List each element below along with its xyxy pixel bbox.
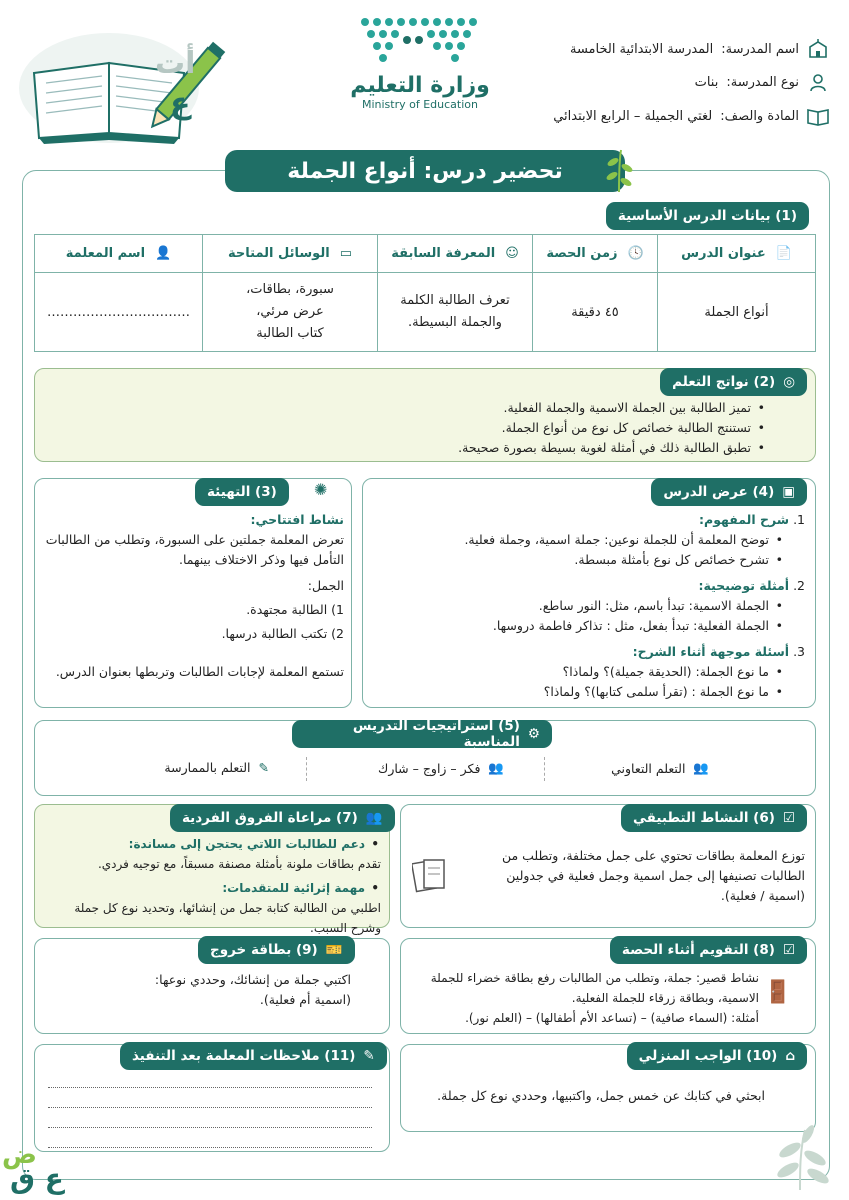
section9-title: (9) بطاقة خروج — [210, 942, 318, 958]
section9-tab — [198, 936, 355, 964]
checklist-icon: ☑ — [782, 810, 795, 826]
pair-icon: 👥 — [488, 760, 504, 775]
footer-letters: ض — [2, 1140, 37, 1170]
section1-title: (1) بيانات الدرس الأساسية — [617, 208, 797, 224]
section10-title: (10) الواجب المنزلي — [638, 1048, 778, 1064]
header-tools: الوسائل المتاحة — [228, 246, 330, 261]
ministry-name-ar: وزارة التعليم — [350, 73, 490, 98]
assessment-line: نشاط قصير: جملة، وتطلب من الطالبات رفع بطاقة خضراء للجملة — [430, 971, 759, 985]
enrich-title: • مهمة إثرائية للمتقدمات: — [41, 878, 381, 898]
pencil-icon: ✎ — [258, 760, 269, 775]
assessment-line: الاسمية، وبطاقة زرقاء للجملة الفعلية. — [571, 991, 759, 1005]
person-icon — [807, 71, 829, 93]
prior-knowledge-line2: والجملة البسيطة. — [408, 315, 502, 330]
tools-line3: كتاب الطالبة — [256, 326, 324, 341]
point-number: 1. — [793, 512, 805, 527]
section8-tab — [610, 936, 807, 964]
section7-tab — [170, 804, 395, 832]
book-illustration — [14, 18, 234, 148]
section11-tab — [120, 1042, 387, 1070]
point-item: • الجملة الاسمية: تبدأ باسم، مثل: النور ساطع. — [385, 596, 785, 616]
applied-activity — [475, 846, 805, 906]
section4-tab — [651, 478, 807, 506]
sentence-item: 1) الطالبة مجتهدة. — [246, 602, 344, 617]
strategy-label: التعلم التعاوني — [611, 760, 686, 776]
section3-tab — [195, 478, 289, 506]
school-type: بنات — [694, 74, 719, 90]
header-teacher: اسم المعلمة — [65, 246, 146, 261]
cards-icon — [412, 856, 448, 899]
people-icon: 👥 — [365, 810, 383, 826]
open-book-icon — [807, 105, 829, 127]
section6-title: (6) النشاط التطبيقي — [632, 810, 775, 826]
point-item: • ما نوع الجملة: (الحديقة جميلة)؟ ولماذا؟ — [385, 662, 785, 682]
section2-title: (2) نواتج التعلم — [672, 374, 776, 390]
duration-value: ٤٥ دقيقة — [533, 273, 658, 352]
header-duration: زمن الحصة — [546, 246, 618, 261]
point-number: 3. — [793, 644, 805, 659]
outcome-item: • تميز الطالبة بين الجملة الاسمية والجملة الفعلية. — [458, 398, 767, 418]
enrich-text: وشرح السبب. — [310, 921, 381, 935]
pen-icon: ✎ — [363, 1048, 375, 1064]
lesson-title-value: أنواع الجملة — [658, 273, 816, 352]
doc-icon: 📄 — [775, 246, 792, 261]
point-item: • ما نوع الجملة : (تقرأ سلمى كتابها)؟ ولماذا؟ — [385, 682, 785, 702]
outcome-item: • تطبق الطالبة ذلك في أمثلة لغوية بسيطة بصورة صحيحة. — [458, 438, 767, 458]
notes-line[interactable] — [48, 1068, 372, 1088]
point-title: شرح المفهوم: — [699, 512, 790, 527]
tools-line2: عرض مرئي، — [256, 304, 324, 319]
enrich-text: اطلبي من الطالبة كتابة جمل من إنشائها، وتحديد نوع كل جملة — [74, 901, 381, 915]
subject-label: المادة والصف: — [720, 108, 799, 124]
notes-line[interactable] — [48, 1108, 372, 1128]
warmup-intro-line: التأمل فيها وذكر الاختلاف بينهما. — [179, 552, 344, 567]
teacher-name-value: …………………………… — [35, 273, 203, 352]
door-icon: 🚪 — [764, 980, 792, 1005]
point-title: أسئلة موجهة أثناء الشرح: — [632, 644, 790, 659]
school-type-row — [695, 71, 829, 93]
activity-line: (اسمية / فعلية). — [720, 888, 805, 903]
school-name-label: اسم المدرسة: — [721, 41, 799, 57]
warmup-intro-line: تعرض المعلمة جملتين على السبورة، وتطلب من الطالبات — [45, 532, 344, 547]
checklist-icon: ☑ — [782, 942, 795, 958]
school-type-label: نوع المدرسة: — [726, 74, 799, 90]
differentiation-content — [41, 834, 381, 938]
point-number: 2. — [793, 578, 805, 593]
section11-title: (11) ملاحظات المعلمة بعد التنفيذ — [132, 1048, 356, 1064]
teacher-notes-lines — [48, 1068, 372, 1148]
point-title: أمثلة توضيحية: — [698, 578, 790, 593]
target-icon: ◎ — [783, 374, 795, 390]
page-title: تحضير درس: أنواع الجملة — [225, 150, 625, 192]
strategy-item — [378, 760, 504, 776]
warmup-heading: نشاط افتتاحي: — [250, 512, 344, 527]
section8-title: (8) التقويم أثناء الحصة — [621, 942, 775, 958]
notes-line[interactable] — [48, 1128, 372, 1148]
section1-tab — [606, 202, 809, 230]
assessment-content — [429, 968, 759, 1028]
section3-title: (3) التهيئة — [207, 484, 277, 500]
warmup-closing: تستمع المعلمة لإجابات الطالبات وتربطها بعنوان الدرس. — [55, 664, 344, 679]
strategy-label: فكر – زاوج – شارك — [378, 760, 481, 776]
strategy-label: التعلم بالممارسة — [164, 760, 251, 775]
board-icon: ▭ — [339, 246, 352, 261]
divider — [306, 757, 307, 781]
leaf-icon — [603, 148, 635, 197]
presentation-icon: ▣ — [782, 484, 795, 500]
warmup-content — [44, 510, 344, 682]
point-item: • تشرح خصائص كل نوع بأمثلة مبسطة. — [385, 550, 785, 570]
home-icon: ⌂ — [785, 1048, 795, 1064]
exit-ticket-line: (اسمية أم فعلية). — [259, 992, 351, 1007]
ministry-name-en: Ministry of Education — [361, 98, 478, 111]
exit-ticket-content — [31, 970, 351, 1010]
exit-ticket-line: اكتبي جملة من إنشائك، وحددي نوعها: — [154, 972, 351, 987]
subject: لغتي الجميلة – الرابع الابتدائي — [553, 108, 713, 124]
lightbulb-icon: ✺ — [314, 480, 328, 499]
support-title: • دعم للطالبات اللاتي يحتجن إلى مساندة: — [41, 834, 381, 854]
footer-letters: ع ق — [10, 1162, 64, 1195]
corner-letter-ain: ع — [170, 86, 191, 121]
user-icon: 👤 — [155, 246, 172, 261]
header-lesson-title: عنوان الدرس — [681, 246, 766, 261]
prior-knowledge-line1: تعرف الطالبة الكلمة — [400, 293, 510, 308]
support-text: تقدم بطاقات ملونة بأمثلة مصنفة مسبقاً، مع توجيه فردي. — [97, 857, 381, 871]
basic-info-table — [34, 234, 816, 352]
point-item: • الجملة الفعلية: تبدأ بفعل، مثل : تذاكر فاطمة دروسها. — [385, 616, 785, 636]
brain-icon: ☺ — [505, 246, 519, 261]
section7-title: (7) مراعاة الفروق الفردية — [182, 810, 358, 826]
activity-line: توزع المعلمة بطاقات تحتوي على جمل مختلفة، وتطلب من — [501, 848, 805, 863]
divider — [544, 757, 545, 781]
section5-tab — [292, 720, 552, 748]
strategy-item — [611, 760, 709, 776]
section10-tab — [627, 1042, 807, 1070]
section4-title: (4) عرض الدرس — [663, 484, 775, 500]
learning-outcomes-list — [458, 398, 767, 458]
school-name: المدرسة الابتدائية الخامسة — [569, 41, 714, 57]
subject-row — [553, 105, 829, 127]
section6-tab — [621, 804, 807, 832]
section5-title: (5) استراتيجيات التدريس المناسبة — [352, 718, 520, 750]
sentence-item: 2) تكتب الطالبة درسها. — [221, 626, 344, 641]
sentences-label: الجمل: — [307, 578, 344, 593]
corner-letters: أت — [155, 46, 196, 81]
school-icon — [807, 38, 829, 60]
header-prior-knowledge: المعرفة السابقة — [391, 246, 496, 261]
outcome-item: • تستنتج الطالبة خصائص كل نوع من أنواع الجملة. — [458, 418, 767, 438]
clock-icon: 🕓 — [627, 246, 644, 261]
ticket-icon: 🎫 — [325, 942, 343, 958]
assessment-line: أمثلة: (السماء صافية) – (تساعد الأم أطفالها) – (العلم نور). — [465, 1011, 759, 1025]
strategy-item — [164, 760, 269, 775]
homework-text: ابحثي في كتابك عن خمس جمل، واكتبيها، وحددي نوع كل جملة. — [437, 1088, 765, 1103]
gear-icon: ⚙ — [527, 726, 540, 742]
tools-line1: سبورة، بطاقات، — [246, 282, 334, 297]
school-name-row — [570, 38, 829, 60]
lesson-presentation — [385, 510, 805, 702]
group-icon: 👥 — [693, 760, 709, 775]
ministry-dots-icon — [345, 14, 495, 66]
ministry-logo — [340, 14, 500, 111]
activity-line: الطالبات تصنيفها إلى جمل اسمية وجمل فعلية في جدولين — [506, 868, 805, 883]
section2-tab — [660, 368, 807, 396]
plant-icon — [760, 1120, 840, 1193]
notes-line[interactable] — [48, 1088, 372, 1108]
point-item: • توضح المعلمة أن للجملة نوعين: جملة اسمية، وجملة فعلية. — [385, 530, 785, 550]
